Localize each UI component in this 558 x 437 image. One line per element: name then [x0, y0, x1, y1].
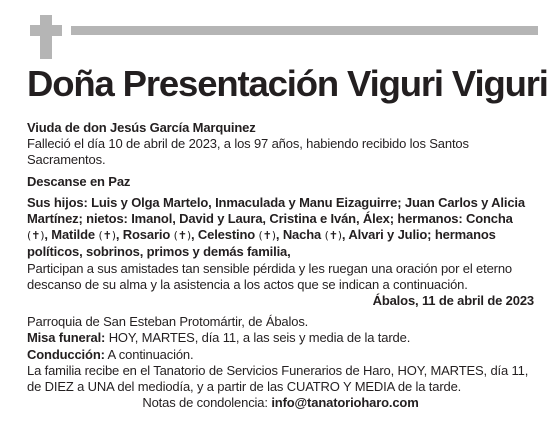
funeral-label: Misa funeral:: [27, 330, 106, 346]
conduction-label: Conducción:: [27, 346, 105, 362]
death-statement: Falleció el día 10 de abril de 2023, a los 97 años, habiendo recibido los Santos Sacramentos.: [27, 136, 469, 168]
family-sibling: , Nacha: [275, 227, 322, 243]
family-sibling: , Celestino: [190, 227, 256, 243]
deceased-cross-icon: (✝): [258, 229, 276, 243]
family-list: [27, 195, 534, 261]
family-sibling: , Rosario: [115, 227, 171, 243]
funeral-text: HOY, MARTES, día 11, a las seis y media de la tarde.: [105, 330, 411, 346]
deceased-cross-icon: (✝): [98, 229, 116, 243]
conduction: [27, 347, 534, 363]
deceased-cross-icon: (✝): [27, 229, 45, 243]
conduction-text: A continuación.: [104, 346, 194, 362]
deceased-cross-icon: (✝): [324, 229, 342, 243]
family-intro: Sus hijos: Luis y Olga Martelo, Inmaculada y Manu Eizaguirre; Juan Carlos y Alicia Martínez; nietos: Imanol, David y Laura, Cristina e Iván, Álex; hermanos: Concha: [27, 194, 525, 227]
funeral-mass: [27, 330, 534, 346]
widow-of: Viuda de don Jesús García Marquinez: [27, 120, 256, 135]
reception: La familia recibe en el Tanatorio de Servicios Funerarios de Haro, HOY, MARTES, día 11, de DIEZ a UNA del mediodía, y a partir de las CUATRO Y MEDIA de la tarde.: [27, 362, 529, 395]
condolence-email: info@tanatorioharo.com: [271, 395, 419, 411]
top-rule: [71, 26, 538, 35]
cross-ornament-vertical: [40, 15, 52, 59]
place-date: Ábalos, 11 de abril de 2023: [372, 293, 534, 309]
family-tail: , Alvari y Julio; hermanos políticos, sobrinos, primos y demás familia,: [27, 227, 496, 260]
condolence-line: [27, 395, 534, 411]
parish: Parroquia de San Esteban Protomártir, de Ábalos.: [27, 314, 309, 330]
cross-ornament-horizontal: [30, 25, 62, 36]
deceased-name: Doña Presentación Viguri Viguri: [27, 63, 548, 104]
family-sibling: , Matilde: [44, 227, 96, 243]
invitation: Participan a sus amistades tan sensible pérdida y les ruegan una oración por el eterno descanso de su alma y la asistencia a los actos que se indican a continuación.: [27, 260, 513, 292]
deceased-cross-icon: (✝): [173, 229, 191, 243]
rest-phrase: Descanse en Paz: [27, 173, 131, 189]
condolence-label: Notas de condolencia:: [142, 395, 272, 411]
notice-body: [27, 120, 534, 411]
